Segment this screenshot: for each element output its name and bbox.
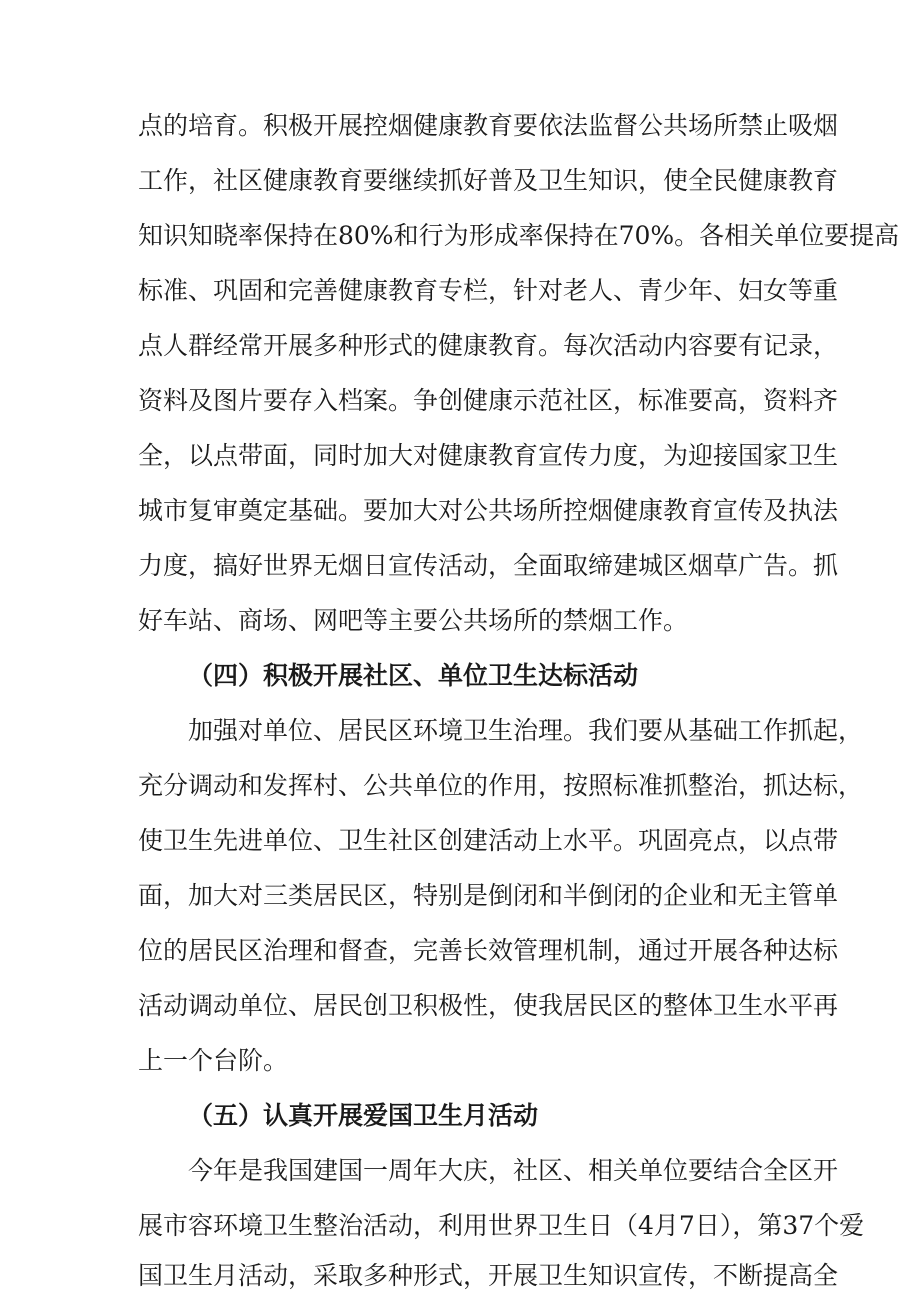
paragraph-line: 面，加大对三类居民区，特别是倒闭和半倒闭的企业和无主管单 (138, 881, 839, 910)
paragraph-line: 活动调动单位、居民创卫积极性，使我居民区的整体卫生水平再 (138, 991, 839, 1020)
paragraph-line: 好车站、商场、网吧等主要公共场所的禁烟工作。 (138, 606, 689, 635)
paragraph-line: 加强对单位、居民区环境卫生治理。我们要从基础工作抓起， (188, 716, 864, 745)
paragraph-line: 位的居民区治理和督查，完善长效管理机制，通过开展各种达标 (138, 936, 839, 965)
paragraph-line: 标准、巩固和完善健康教育专栏，针对老人、青少年、妇女等重 (138, 276, 839, 305)
paragraph-line: 今年是我国建国一周年大庆，社区、相关单位要结合全区开 (188, 1156, 839, 1185)
paragraph-line: 城市复审奠定基础。要加大对公共场所控烟健康教育宣传及执法 (138, 496, 839, 525)
paragraph-line: 上一个台阶。 (138, 1046, 289, 1075)
paragraph-line: 资料及图片要存入档案。争创健康示范社区，标准要高，资料齐 (138, 386, 839, 415)
section-heading: （四）积极开展社区、单位卫生达标活动 (188, 661, 639, 690)
section-heading: （五）认真开展爱国卫生月活动 (188, 1101, 539, 1130)
paragraph-line: 点的培育。积极开展控烟健康教育要依法监督公共场所禁止吸烟 (138, 111, 839, 140)
paragraph-line: 国卫生月活动，采取多种形式，开展卫生知识宣传，不断提高全 (138, 1261, 839, 1290)
paragraph-line: 使卫生先进单位、卫生社区创建活动上水平。巩固亮点，以点带 (138, 826, 839, 855)
paragraph-line: 点人群经常开展多种形式的健康教育。每次活动内容要有记录， (138, 331, 839, 360)
paragraph-line: 力度，搞好世界无烟日宣传活动，全面取缔建城区烟草广告。抓 (138, 551, 839, 580)
paragraph-line: 工作，社区健康教育要继续抓好普及卫生知识，使全民健康教育 (138, 166, 839, 195)
paragraph-line: 知识知晓率保持在80%和行为形成率保持在70%。各相关单位要提高 (138, 221, 900, 250)
paragraph-line: 展市容环境卫生整治活动，利用世界卫生日（4月7日），第37个爱 (138, 1211, 865, 1240)
paragraph-line: 充分调动和发挥村、公共单位的作用，按照标准抓整治，抓达标， (138, 771, 864, 800)
paragraph-line: 全，以点带面，同时加大对健康教育宣传力度，为迎接国家卫生 (138, 441, 839, 470)
